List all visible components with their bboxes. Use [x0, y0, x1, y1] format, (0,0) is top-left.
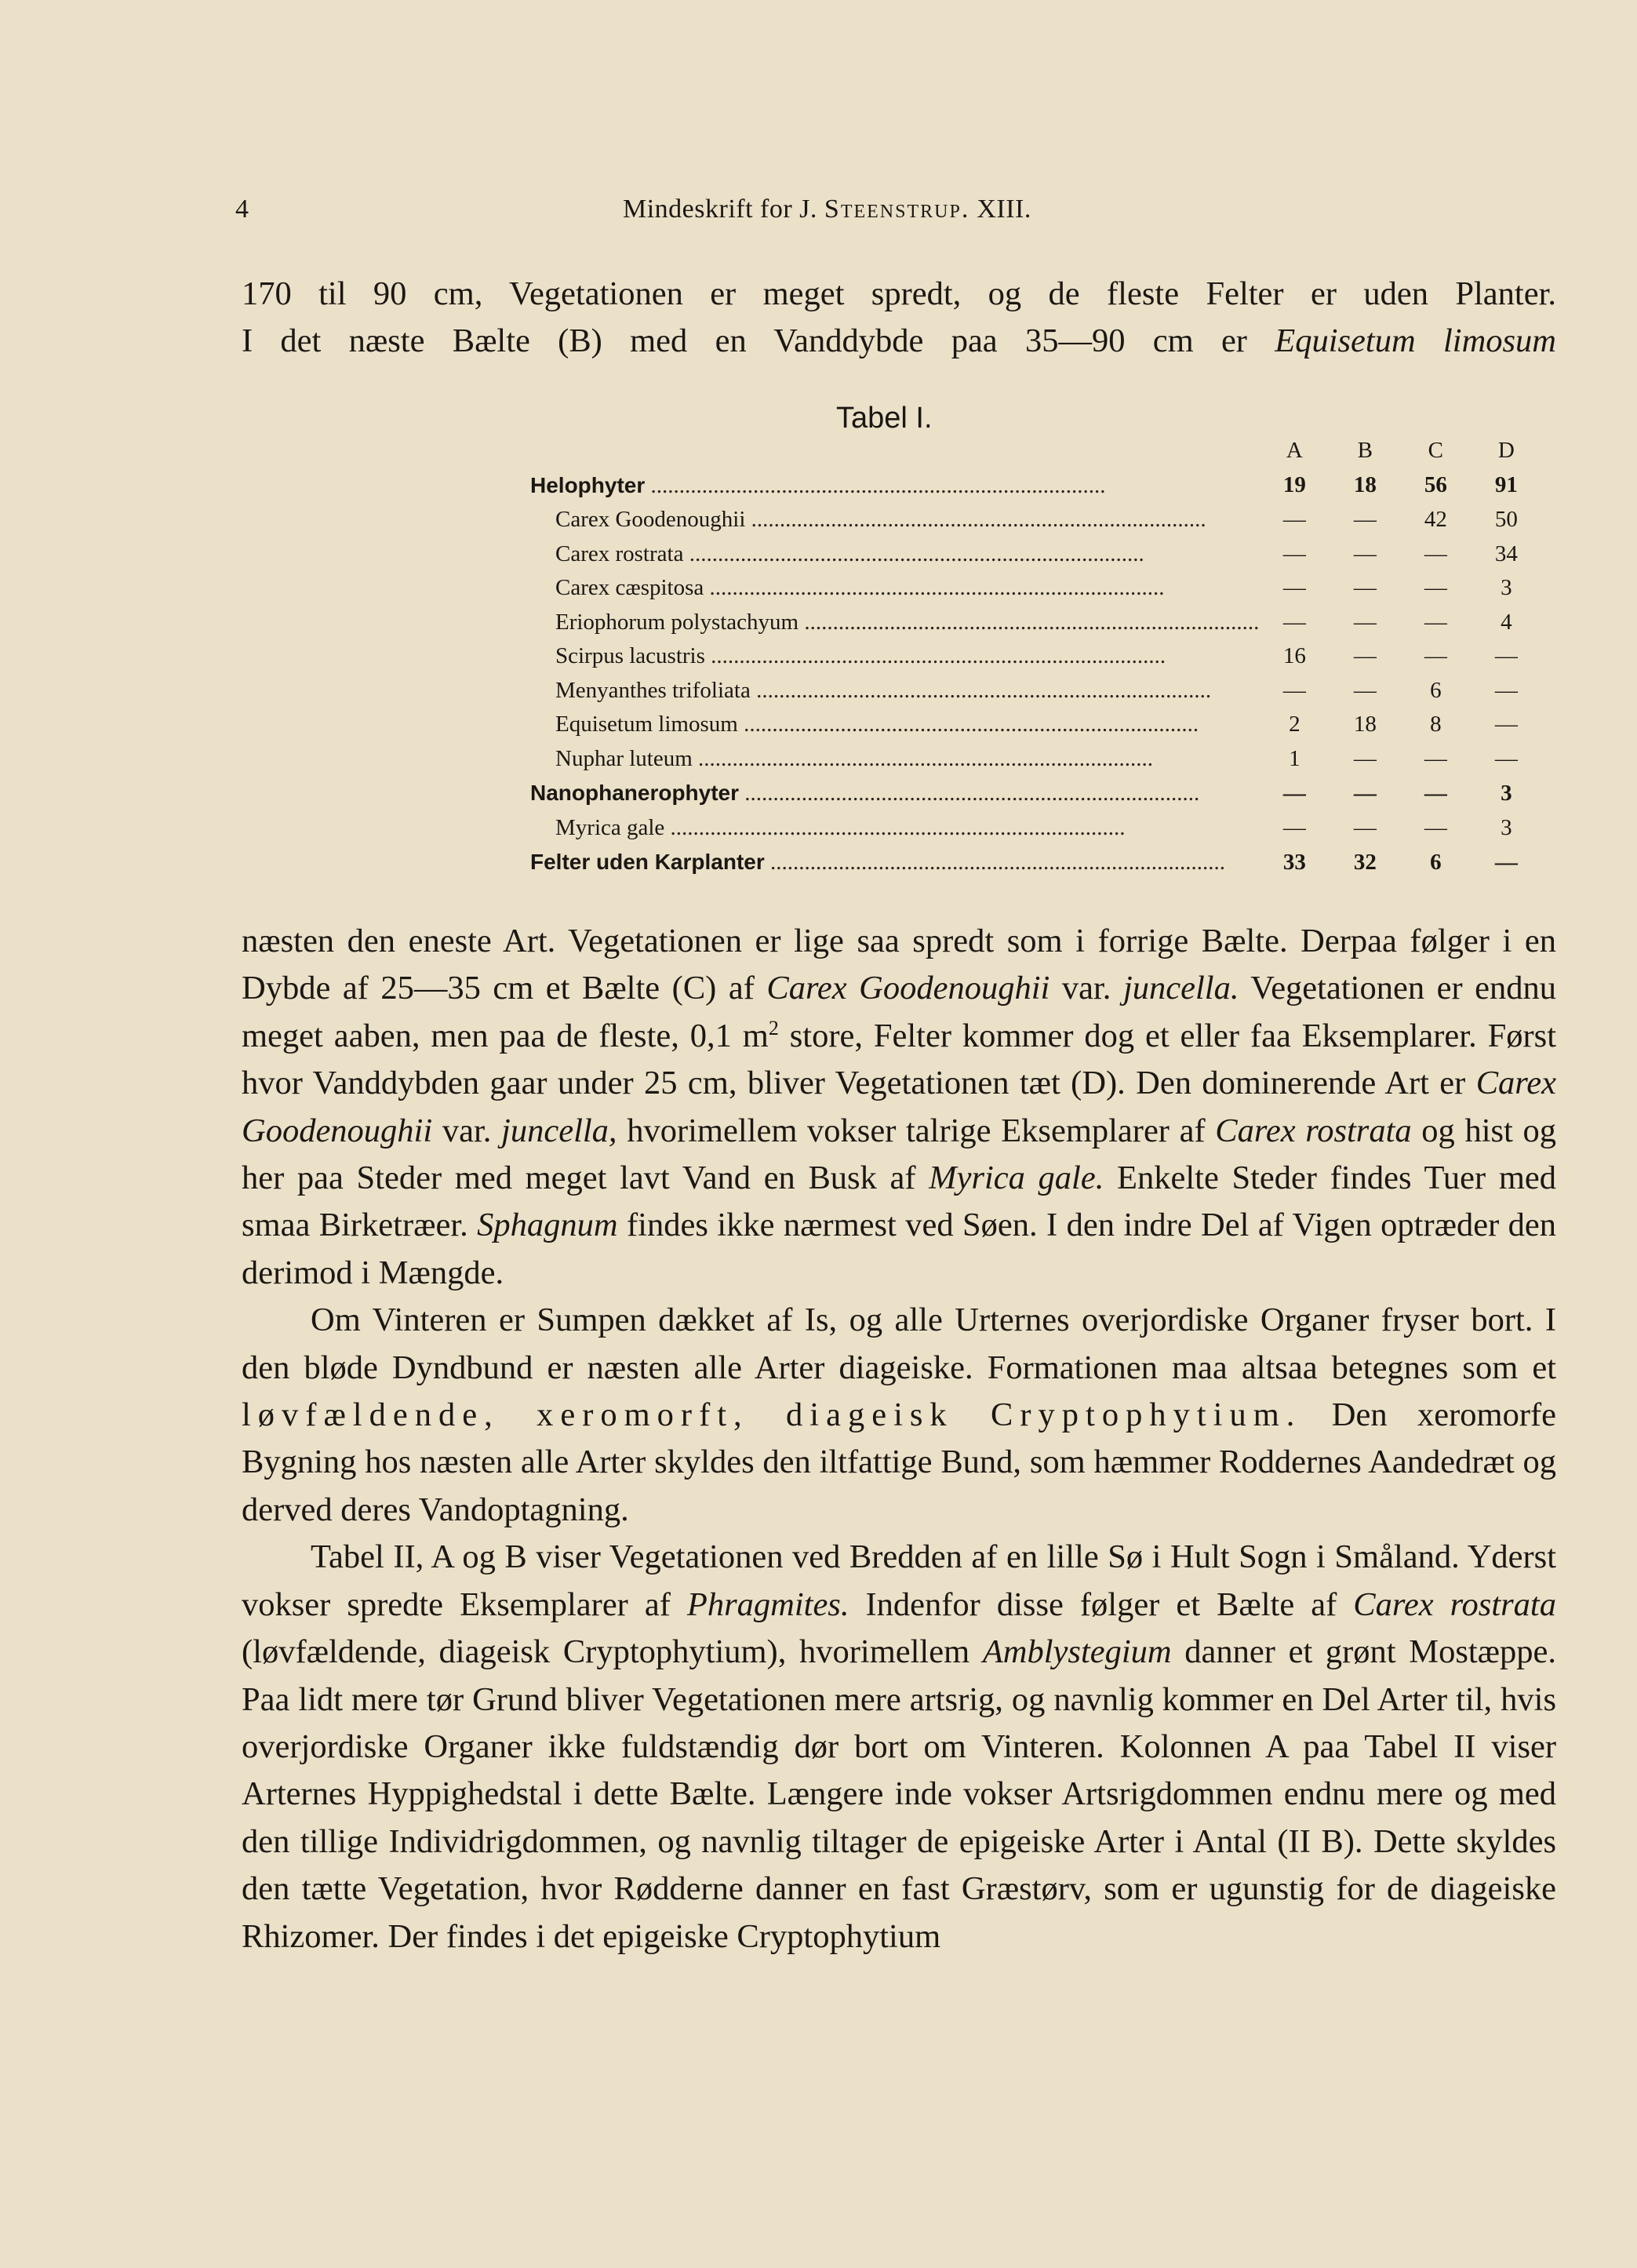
row-label: Nuphar luteum	[555, 745, 693, 771]
column-header-b: B	[1357, 438, 1373, 463]
table-header-blank	[530, 434, 1259, 468]
p1-italic-4: juncella,	[501, 1112, 617, 1149]
row-label: Felter uden Karplanter	[530, 850, 765, 874]
p1-italic-1: Carex Goodenoughii	[766, 970, 1050, 1007]
cell-c: 42	[1424, 507, 1447, 532]
cell-b: —	[1353, 609, 1377, 635]
row-label: Myrica gale	[555, 814, 665, 840]
cell-d: 3	[1501, 780, 1512, 806]
cell-d: —	[1494, 849, 1518, 875]
row-label: Nanophanerophyter	[530, 781, 740, 805]
leader-dots: ................................................................................	[704, 575, 1165, 600]
leader-dots: ................................................................................	[645, 472, 1106, 498]
intro-line-2: I det næste Bælte (B) med en Vanddybde paa 35—90 cm er	[242, 322, 1275, 360]
cell-a: —	[1282, 575, 1306, 600]
row-label-cell	[530, 606, 1259, 640]
table-title: Tabel I.	[836, 402, 933, 435]
cell-d: 3	[1501, 814, 1512, 840]
cell-c: —	[1424, 575, 1447, 600]
leader-dots: ................................................................................	[798, 609, 1260, 635]
table-row	[530, 639, 1541, 674]
cell-c: 6	[1430, 677, 1442, 703]
page-number: 4	[235, 195, 249, 224]
cell-d: —	[1494, 677, 1518, 703]
paragraph-3	[242, 1534, 1556, 1960]
table-row	[530, 503, 1541, 537]
p1-italic-7: Sphagnum	[477, 1207, 618, 1244]
cell-b: —	[1353, 575, 1377, 600]
row-label-cell	[530, 742, 1259, 777]
column-header-d: D	[1497, 438, 1515, 463]
table-row	[530, 708, 1541, 742]
row-label-cell	[530, 537, 1259, 572]
cell-d: —	[1494, 712, 1518, 737]
p1-text-6: hvorimellem vokser talrige Eksemplarer af	[617, 1112, 1216, 1149]
p3-text-1: Tabel II, A og B viser Vegetationen ved Bredden af en lille Sø i Hult Sogn i Småland. Yderst vokser spredte Eksemplarer af	[242, 1538, 1556, 1623]
main-text	[242, 918, 1556, 1960]
p1-text-9: findes ikke nærmest ved Søen. I den indre Del af Vigen optræder den derimod i Mængde.	[242, 1207, 1556, 1291]
cell-d: 34	[1494, 541, 1518, 566]
row-label: Carex rostrata	[555, 541, 684, 566]
running-title-suffix: XIII.	[977, 195, 1031, 224]
intro-paragraph	[242, 271, 1556, 366]
p3-text-3: (løvfældende, diageisk Cryptophytium), hvorimellem	[242, 1633, 983, 1671]
table-header-row	[530, 434, 1541, 468]
p2-spaced-term: løvfældende, xeromorft, diageisk Cryptophytium.	[242, 1396, 1302, 1434]
running-title-prefix: Mindeskrift for J.	[623, 195, 817, 224]
cell-a: 2	[1289, 712, 1301, 737]
paragraph-2	[242, 1297, 1556, 1534]
cell-a: —	[1282, 814, 1306, 840]
cell-c: —	[1424, 814, 1447, 840]
row-label-cell	[530, 776, 1259, 811]
row-label: Scirpus lacustris	[555, 643, 705, 668]
p1-text-2: var.	[1049, 970, 1123, 1007]
leader-dots: ................................................................................	[745, 507, 1206, 532]
cell-b: —	[1353, 745, 1377, 771]
cell-b: 18	[1353, 712, 1377, 737]
cell-b: —	[1353, 643, 1377, 668]
leader-dots: ................................................................................	[683, 541, 1144, 566]
cell-b: —	[1353, 780, 1377, 806]
row-label: Helophyter	[530, 472, 646, 497]
paragraph-1	[242, 918, 1556, 1297]
cell-c: —	[1424, 643, 1447, 668]
p2-text-1: Om Vinteren er Sumpen dækket af Is, og alle Urternes overjordiske Organer fryser bort. I den bløde Dyndbund er næsten alle Arter diageiske. Formationen maa altsaa betegnes som et	[242, 1301, 1556, 1386]
p3-text-4: danner et grønt Mostæppe. Paa lidt mere tør Grund bliver Vegetationen mere artsrig, og navnlig kommer en Del Arter til, hvis overjordiske Organer ikke fuldstændig dør bort om Vinteren. Kolonnen A paa Tabel II viser Arternes Hyppighedstal i dette Bælte. Længere inde vokser Artsrigdommen endnu mere og med den tillige Individrigdommen, og navnlig tiltager de epigeiske Arter i Antal (II B). Dette skyldes den tætte Vegetation, hvor Rødderne danner en fast Græstørv, som er ugunstig for de diageiske Rhizomer. Der findes i det epigeiske Cryptophytium	[242, 1633, 1556, 1955]
table-body	[530, 468, 1541, 880]
leader-dots: ................................................................................	[704, 643, 1166, 668]
row-label-cell	[530, 845, 1259, 880]
cell-c: 6	[1430, 849, 1442, 875]
cell-d: 91	[1494, 472, 1518, 497]
row-label-cell	[530, 708, 1259, 742]
cell-a: —	[1282, 677, 1306, 703]
row-label: Carex Goodenoughii	[555, 507, 746, 532]
intro-line-1: 170 til 90 cm, Vegetationen er meget spredt, og de fleste Felter er uden Planter.	[242, 275, 1556, 312]
p1-text-5: var.	[432, 1112, 502, 1149]
table-row	[530, 571, 1541, 606]
p3-italic-1: Phragmites.	[686, 1585, 849, 1623]
table-row	[530, 537, 1541, 572]
p1-superscript: 2	[768, 1016, 779, 1039]
row-label-cell	[530, 639, 1259, 674]
cell-a: —	[1282, 507, 1306, 532]
p1-italic-3: Carex Goodenoughii	[242, 1065, 1556, 1149]
p3-italic-3: Amblystegium	[982, 1633, 1172, 1671]
p2-text-2: Den xeromorfe Bygning hos næsten alle Arter skyldes den iltfattige Bund, som hæmmer Roddernes Aandedræt og derved deres Vandoptagning.	[242, 1396, 1556, 1528]
cell-d: —	[1494, 643, 1518, 668]
p1-text-8: Enkelte Steder findes Tuer med smaa Birketræer.	[242, 1159, 1556, 1244]
running-title	[623, 195, 1031, 224]
p3-text-2: Indenfor disse følger et Bælte af	[849, 1585, 1354, 1623]
intro-species-name: Equisetum limosum	[1275, 322, 1556, 360]
table-row	[530, 742, 1541, 777]
cell-b: 18	[1353, 472, 1377, 497]
row-label-cell	[530, 468, 1259, 504]
leader-dots: ................................................................................	[664, 814, 1126, 840]
row-label: Menyanthes trifoliata	[555, 677, 751, 703]
row-label-cell	[530, 571, 1259, 606]
cell-a: 16	[1282, 643, 1306, 668]
cell-a: 19	[1282, 472, 1306, 497]
cell-a: 33	[1282, 849, 1306, 875]
cell-d: 3	[1501, 575, 1512, 600]
leader-dots: ................................................................................	[737, 712, 1199, 737]
cell-b: 32	[1353, 849, 1377, 875]
cell-c: 8	[1430, 712, 1442, 737]
row-label-cell	[530, 674, 1259, 708]
cell-b: —	[1353, 677, 1377, 703]
vegetation-table	[530, 434, 1541, 880]
cell-c: 56	[1424, 472, 1447, 497]
column-header-c: C	[1428, 438, 1444, 463]
p1-text-3: Vegetationen er endnu meget aaben, men paa de fleste, 0,1 m	[242, 970, 1556, 1054]
table-row	[530, 845, 1541, 880]
p1-text-4: store, Felter kommer dog et eller faa Eksemplarer. Først hvor Vanddybden gaar under 25 cm, bliver Vegetationen tæt (D). Den dominerende Art er	[242, 1017, 1556, 1102]
cell-b: —	[1353, 507, 1377, 532]
leader-dots: ................................................................................	[692, 745, 1154, 771]
p1-italic-2: juncella.	[1122, 970, 1239, 1007]
cell-a: —	[1282, 541, 1306, 566]
table-row	[530, 811, 1541, 846]
cell-c: —	[1424, 745, 1447, 771]
cell-c: —	[1424, 541, 1447, 566]
cell-c: —	[1424, 609, 1447, 635]
table-row	[530, 674, 1541, 708]
p1-text-7: og hist og her paa Steder med meget lavt Vand en Busk af	[242, 1112, 1557, 1197]
cell-d: 50	[1494, 507, 1518, 532]
cell-a: —	[1282, 609, 1306, 635]
running-title-name: Steenstrup.	[824, 195, 970, 224]
table-row	[530, 606, 1541, 640]
column-header-a: A	[1286, 438, 1303, 463]
cell-d: 4	[1501, 609, 1512, 635]
table-row	[530, 468, 1541, 504]
cell-a: 1	[1289, 745, 1301, 771]
cell-d: —	[1494, 745, 1518, 771]
running-header	[235, 195, 1561, 234]
cell-c: —	[1424, 780, 1447, 806]
row-label-cell	[530, 503, 1259, 537]
row-label: Equisetum limosum	[555, 712, 738, 737]
p1-italic-6: Myrica gale.	[929, 1159, 1104, 1197]
p1-italic-5: Carex rostrata	[1215, 1112, 1412, 1149]
leader-dots: ................................................................................	[739, 781, 1200, 806]
leader-dots: ................................................................................	[750, 677, 1212, 703]
cell-a: —	[1282, 780, 1306, 806]
p1-text-1: næsten den eneste Art. Vegetationen er lige saa spredt som i forrige Bælte. Derpaa følger i en Dybde af 25—35 cm et Bælte (C) af	[242, 923, 1556, 1007]
row-label: Carex cæspitosa	[555, 575, 704, 600]
row-label: Eriophorum polystachyum	[555, 609, 799, 635]
cell-b: —	[1353, 814, 1377, 840]
leader-dots: ................................................................................	[764, 850, 1225, 875]
row-label-cell	[530, 811, 1259, 846]
cell-b: —	[1353, 541, 1377, 566]
table-row	[530, 776, 1541, 811]
p3-italic-2: Carex rostrata	[1353, 1585, 1556, 1623]
